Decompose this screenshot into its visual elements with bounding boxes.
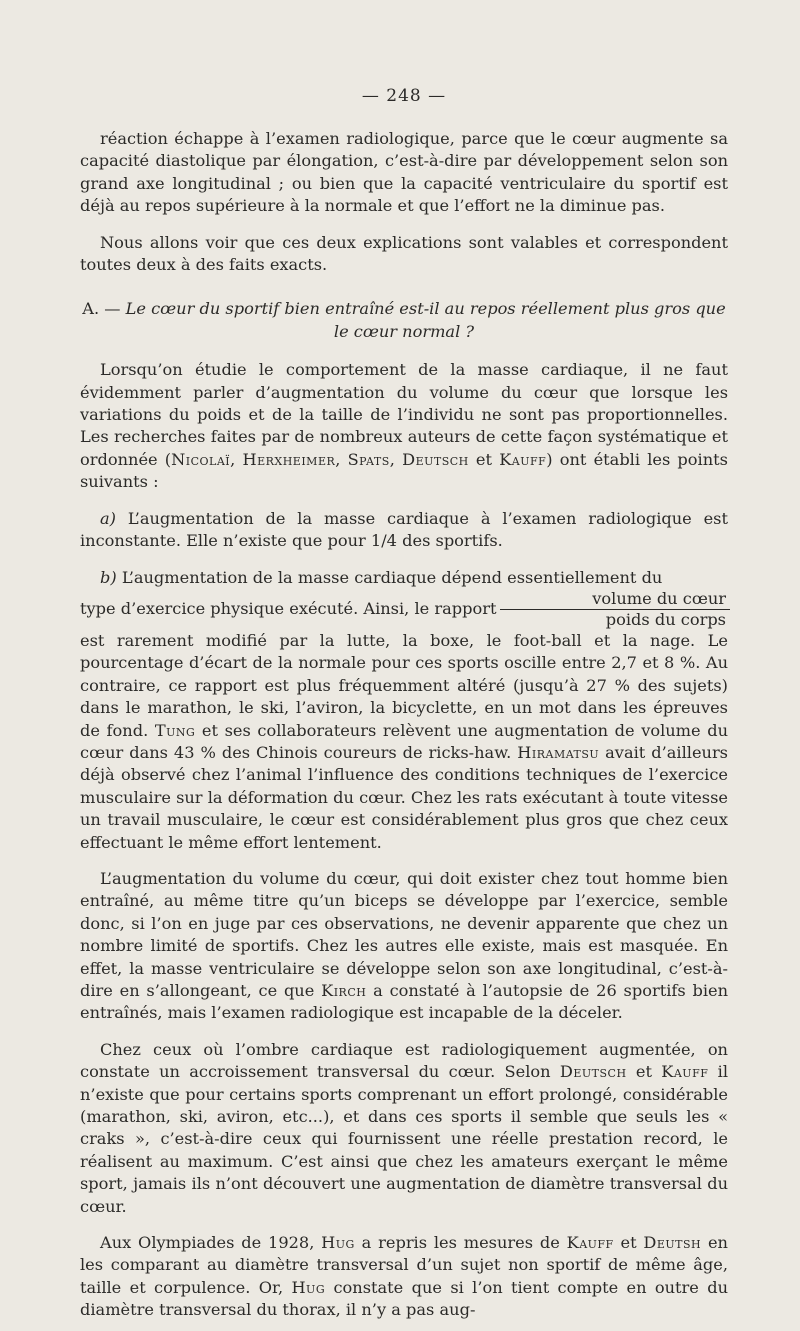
list-item-a	[80, 508, 728, 553]
text-run: et ses collaborateurs relèvent une augmentation de volume du cœur dans 43 % des Chinois coureurs de ricks-haw.	[80, 720, 729, 762]
text-run: Aux Olympiades de 1928,	[100, 1233, 322, 1253]
text-run: a repris les mesures de	[354, 1233, 567, 1253]
paragraph-6	[80, 1232, 728, 1322]
author-name: Kirch	[321, 981, 367, 1000]
fraction-line	[80, 589, 728, 630]
author-name: Tung	[154, 720, 196, 740]
text-run: ,	[389, 449, 403, 469]
author-name: Kauff	[566, 1233, 614, 1253]
author-name: Deutsch	[559, 1062, 627, 1082]
text-run: ) ont établi les points suivants :	[80, 449, 728, 492]
author-name: Kauff	[499, 449, 547, 469]
text-run: ,	[230, 449, 243, 469]
fraction-denominator: poids du corps	[605, 609, 726, 629]
text-run: type d’exercice physique exécuté. Ainsi, le rapport	[80, 599, 497, 619]
author-name: Spats	[347, 449, 390, 469]
author-name: Deutsch	[402, 449, 469, 469]
section-heading-text: Le cœur du sportif bien entraîné est-il au repos réellement plus gros que le cœur normal ?	[125, 299, 726, 341]
author-name: Hiramatsu	[517, 742, 600, 762]
section-heading-lead: A. —	[82, 299, 126, 319]
list-label: a)	[100, 508, 116, 528]
text-run: et	[613, 1233, 644, 1253]
list-label: b)	[100, 567, 117, 587]
paragraph-2: Nous allons voir que ces deux explications sont valables et correspondent toutes deux à des faits exacts.	[80, 232, 728, 275]
text-run: Lorsqu’on étudie le comportement de la masse cardiaque, il ne faut évidemment parler d’augmentation du volume du cœur que lorsque les variations du poids et de la taille de l’individu ne sont pas proportionnelles. Les recherches faites par de nombreux auteurs de cette façon systématique et ordonnée (	[80, 360, 728, 469]
text-run: et	[626, 1062, 662, 1082]
paragraph-4	[80, 868, 728, 1025]
author-name: Hug	[291, 1277, 326, 1297]
author-name: Deutsh	[643, 1233, 702, 1253]
paragraph-5	[80, 1039, 728, 1218]
text-run: avait d’ailleurs déjà observé chez l’animal l’influence des conditions techniques de l’exercice musculaire sur la déformation du cœur. Chez les rats exécutant à toute vitesse un travail musculaire, le cœur est considérablement plus gros que chez ceux effectuant le même effort lentement.	[80, 742, 728, 852]
text-run: ,	[335, 449, 348, 469]
paragraph-3	[80, 359, 728, 493]
text-run: L’augmentation de la masse cardiaque dépend essentiellement du	[116, 567, 663, 587]
fraction-numerator: volume du cœur	[500, 589, 730, 610]
fraction	[502, 589, 728, 630]
list-item-b-line1	[80, 567, 728, 589]
author-name: Hug	[321, 1233, 355, 1253]
section-heading	[80, 298, 728, 343]
list-item-b-body	[80, 630, 728, 854]
author-name: Kauff	[661, 1062, 709, 1082]
author-name: Herxheimer	[242, 449, 336, 469]
text-run: L’augmentation du volume du cœur, qui doit exister chez tout homme bien entraîné, au même titre qu’un biceps se développe par l’exercice, semble donc, si l’on en juge par ces observations, ne devenir apparente que chez un nombre limité de sportifs. Chez les autres elle existe, mais est masquée. En effet, la masse ventriculaire se développe selon son axe longitudinal, c’est-à-dire en s’allongeant, ce que	[80, 868, 728, 1000]
text-run: est rarement modifié par la lutte, la boxe, le foot-ball et la nage. Le pourcentage d’écart de la normale pour ces sports oscille entre 2,7 et 8 %. Au contraire, ce rapport est plus fréquemment altéré (jusqu’à 27 % des sujets) dans le marathon, le ski, l’aviron, la bicyclette, en un mot dans les épreuves de fond.	[80, 630, 728, 740]
text-run: et	[468, 449, 500, 469]
page-number: — 248 —	[361, 86, 447, 106]
text-run: L’augmentation de la masse cardiaque à l’examen radiologique est inconstante. Elle n’existe que pour 1/4 des sportifs.	[80, 508, 728, 551]
author-name: Nicolaï	[171, 449, 231, 469]
text-run: en les comparant au diamètre transversal d’un sujet non sportif de même âge, taille et corpulence. Or,	[80, 1233, 728, 1297]
text-run: il n’existe que pour certains sports comprenant un effort prolongé, considérable (marathon, ski, aviron, etc...), et dans ces sports il semble que seuls les « craks », c’est-à-dire ceux qui fournissent une réelle prestation record, le réalisent au maximum. C’est ainsi que chez les amateurs exerçant le même sport, jamais ils n’ont découvert une augmentation de diamètre transversal du cœur.	[80, 1062, 728, 1216]
text-run: a constaté à l’autopsie de 26 sportifs bien entraînés, mais l’examen radiologique est incapable de la déceler.	[80, 981, 729, 1023]
text-run: Chez ceux où l’ombre cardiaque est radiologiquement augmentée, on constate un accroissement transversal du cœur. Selon	[80, 1039, 728, 1082]
paragraph-1: réaction échappe à l’examen radiologique, parce que le cœur augmente sa capacité diastolique par élongation, c’est-à-dire par développement selon son grand axe longitudinal ; ou bien que la capacité ventriculaire du sportif est déjà au repos supérieure à la normale et que l’effort ne la diminue pas.	[80, 129, 728, 216]
text-run: constate que si l’on tient compte en outre du diamètre transversal du thorax, il n’y a pas aug-	[80, 1277, 728, 1320]
